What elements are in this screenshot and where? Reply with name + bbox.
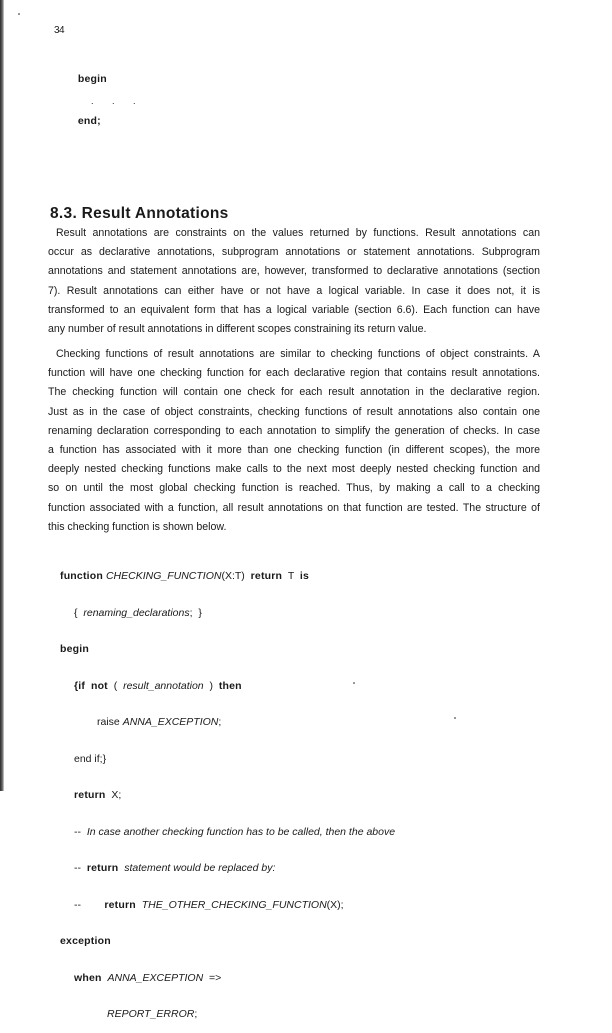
paragraph-checking-functions <box>48 345 540 537</box>
code-keyword: then <box>218 679 242 692</box>
code-line-10 <box>60 899 395 912</box>
code-keyword: function <box>60 570 104 582</box>
code-statement: end if;} <box>74 752 107 765</box>
paragraph-result-annotations-intro <box>48 224 540 339</box>
code-keyword: return <box>74 789 106 801</box>
code-paren: ) <box>209 679 213 692</box>
code-line-5 <box>60 716 395 729</box>
code-placeholder: renaming_declarations <box>83 606 190 619</box>
code-type: T <box>287 570 295 582</box>
code-line-1 <box>60 570 395 583</box>
code-line-6 <box>60 753 395 766</box>
section-heading: 8.3. Result Annotations <box>50 205 229 222</box>
paragraph-line: Just as in the case of object constraints, checking functions of result annotations also contain one <box>48 405 540 418</box>
code-value: X; <box>111 789 122 801</box>
code-line-3 <box>60 643 395 656</box>
code-placeholder: result_annotation <box>123 679 204 692</box>
code-line-4 <box>60 680 395 693</box>
paragraph-line: Result annotations are constraints on the values returned by functions. Result annotations can <box>56 227 540 239</box>
code-arrow: => <box>209 971 222 984</box>
scan-speck <box>18 13 20 15</box>
paragraph-line: this checking function is shown below. <box>48 520 227 533</box>
top-code-fragment <box>72 62 144 128</box>
code-keyword: when <box>74 971 102 984</box>
code-comment-marker: -- <box>74 898 81 911</box>
code-brace: ; } <box>189 606 202 619</box>
paragraph-line: deeply nested checking functions make calls to the next most deeply nested checking function and <box>48 463 540 476</box>
code-keyword-end: end; <box>77 115 101 127</box>
scan-speck <box>353 682 355 684</box>
scan-speck <box>454 717 456 719</box>
code-params: (X:T) <box>221 570 245 582</box>
code-identifier: CHECKING_FUNCTION <box>105 570 222 582</box>
code-keyword: raise <box>97 716 120 728</box>
paragraph-line: The checking function will contain one check for each result annotation in the declarative region. <box>48 386 540 399</box>
paragraph-line: any number of result annotations in different scopes constraining its return value. <box>48 323 427 336</box>
code-identifier: ANNA_EXCEPTION <box>122 716 219 728</box>
code-keyword: exception <box>60 935 111 947</box>
code-ellipsis: . . . <box>91 95 144 106</box>
code-keyword: begin <box>60 643 89 655</box>
paragraph-line: function will have one checking function for each declarative region that contains result annotations. <box>48 367 540 380</box>
code-punct: ; <box>194 1008 198 1020</box>
code-paren: ( <box>113 679 118 692</box>
paragraph-line: renaming declaration corresponding to each annotation to simplify the generation of checks. In case <box>48 424 540 437</box>
code-args: (X); <box>326 898 344 911</box>
code-keyword: return <box>104 898 136 911</box>
paragraph-line: Checking functions of result annotations are similar to checking functions of object constraints. A <box>56 348 540 360</box>
code-comment: In case another checking function has to be called, then the above <box>86 825 396 838</box>
code-line-9 <box>60 862 395 875</box>
code-line-11 <box>60 935 395 948</box>
code-identifier: REPORT_ERROR <box>107 1008 195 1020</box>
code-keyword: not <box>90 679 108 692</box>
code-comment-marker: -- <box>74 862 81 874</box>
paragraph-line: 7). Result annotations can either have or not have a logical variable. In case it does not, it is <box>48 284 540 297</box>
code-comment: statement would be replaced by: <box>124 862 276 874</box>
code-keyword: return <box>86 862 119 874</box>
code-line-12 <box>60 972 395 985</box>
code-keyword: is <box>299 570 310 582</box>
paragraph-line: transformed to an equivalent form that has a logical variable (section 6.6). Each function can have <box>48 303 540 316</box>
paragraph-line: so on until the most global checking function is reached. Thus, by making a call to a checking <box>48 482 540 495</box>
paragraph-line: occur as declarative annotations, subprogram annotations or statement annotations. Subprogram <box>48 246 540 259</box>
paragraph-line: annotations and statement annotations are, however, transformed to declarative annotations (section <box>48 265 540 278</box>
code-line-2 <box>60 607 395 620</box>
code-comment-marker: -- <box>74 825 81 838</box>
code-keyword: return <box>250 570 283 582</box>
code-identifier: ANNA_EXCEPTION <box>107 971 204 984</box>
scan-left-edge <box>0 0 4 791</box>
code-keyword: {if <box>74 679 86 692</box>
paragraph-line: function associated with a function, all result annotations on that function are tested. The structure of <box>48 501 540 514</box>
code-line-8 <box>60 826 395 839</box>
code-brace: { <box>74 606 78 619</box>
checking-function-code-listing <box>60 546 395 1033</box>
code-keyword-begin: begin <box>77 72 107 85</box>
page-number: 34 <box>54 25 65 36</box>
code-identifier: THE_OTHER_CHECKING_FUNCTION <box>141 898 327 911</box>
code-punct: ; <box>218 716 222 728</box>
code-line-13 <box>60 1008 395 1021</box>
paragraph-line: a function has associated with it more than one checking function (in different scopes), the more <box>48 444 540 457</box>
